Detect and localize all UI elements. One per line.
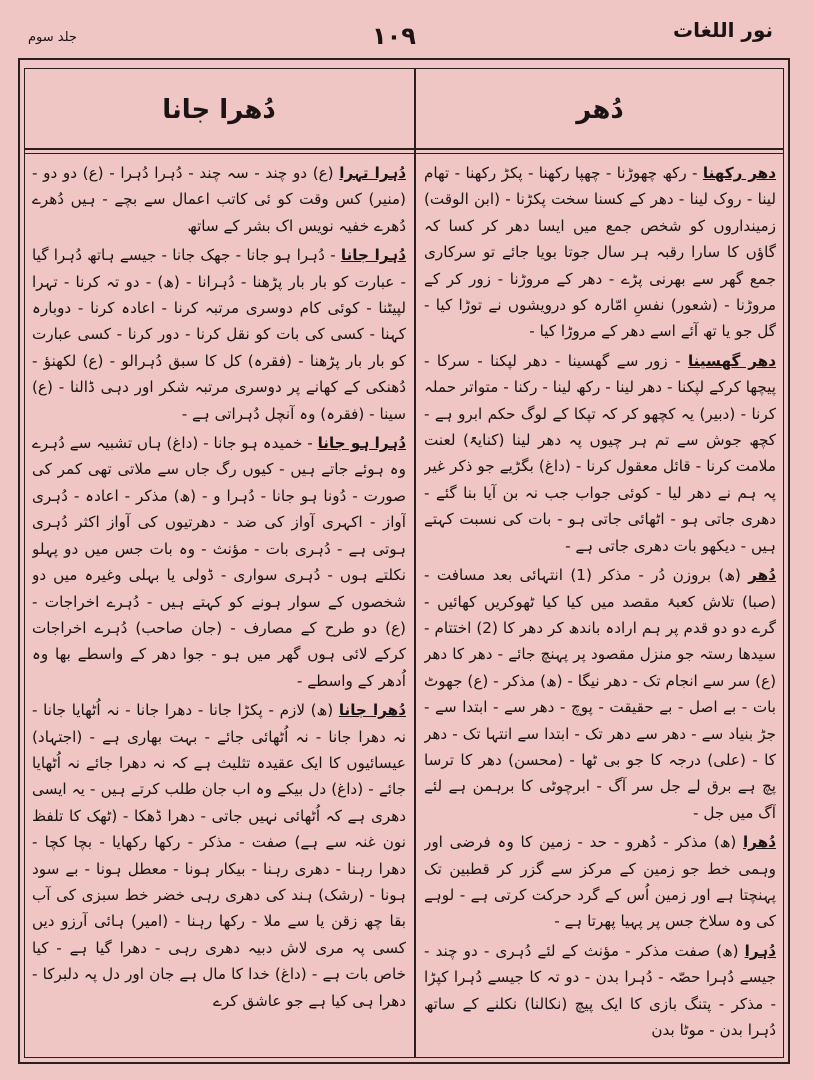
entry-definition: (ھ) مذکر - دُھرو - حد - زمین کا وہ فرضی اور وہمی خط جو زمین کے مرکز سے گزر کر قطبین تک پہنچتا ہے اور زمین اُس کے گرد حرکت کرتی ہے - لوہے کی وہ سلاخ جس پر پہیا پھرتا ہے - <box>424 833 776 931</box>
left-column-heading: دُھرا جانا <box>162 95 276 125</box>
entry-definition: (ھ) بروزن دُر - مذکر (1) انتہائی بعد مسافت - (صبا) تلاش کعبۂ مقصد میں کیا کیا ٹھوکریں کھائیں - گرے دو دو قدم پر ہم ارادہ باندھ کر دھر کا (2) اختتام - سیدھا رستہ جو منزل مقصود پر پہنچ جائے - دھر کا دھر (ع) سر سے انجام تک - دھر نیگا - (ھ) مذکر - (ع) جھوٹ بات - بے اصل - بے حقیقت - پوچ - دھر سے - ابتدا سے - جڑ بنیاد سے - دھر سے دھر تک - ابتدا سے انتہا تک - دھر کا - (علی) درجہ کا جو بی ٹھا - (محسن) دھر کا ترسا پچ ہے برق لے جل سر آگ - ابرچوٹی کا برہمن ہے لئے آگ میں جل - <box>424 566 776 822</box>
entry-definition: (ھ) لازم - پکڑا جانا - دھرا جانا - نہ اُٹھایا جانا - نہ دھرا جانا - نہ اُٹھائی جائے - بہت بھاری ہے - (اجتہاد) عیسائیوں کا ایک عقیدہ تثلیث ہے کہ نہ دھرا جائے نہ اُٹھایا جائے - (داغ) دل بیکے وہ اب جان طلب کرتے ہیں - یہ ایسی دھری ہے کہ اُٹھائی نہیں جاتی - دھرا ڈھکا - (ٹھک کا تلفظ نون غنہ سے ہے) صفت - مذکر - رکھا رکھایا - بچا کچا - دھرا رہنا - دھری رہنا - بیکار ہونا - معطل ہونا - بے سود ہونا - (رشک) ہند کی دھری رہی خضر خط سبزی کی آب بقا چھ زقن یا سے ملا - رکھا رہنا - (امیر) ہائی آرزو دیں کسی پہ مری لاش دبیہ دھری رہی - دھرا گیا ہے - کیا خاص بات ہے - (داغ) خدا کا مال ہے جان اور دل پہ دلبرکا - دھرا ہی کیا ہے جو عاشق کرے <box>32 701 406 1010</box>
entry-keyword: دھر رکھنا <box>702 164 776 182</box>
entry-paragraph <box>424 829 776 935</box>
entry-definition: - دُہرا ہو جانا - جھک جانا - جیسے ہاتھ دُہرا گیا - عبارت کو بار بار پڑھنا - دُہرانا - (ھ) - دو تہ کرنا - تہرا لپیٹنا - کوئی کام دوسری مرتبہ کرنا - اعادہ کرنا - دوبارہ کہنا - کسی کی بات کو نقل کرنا - دور کرنا - کسی عبارت کو بار بار پڑھنا - (فقرہ) کل کا سبق دُہرالو - (ع) لکھنؤ - دُھنکی کے کھانے پر دوسری مرتبہ شکر اور دہی ڈالنا - (ع) سینا - (فقرہ) وہ آنچل دُہراتی ہے - <box>32 246 406 423</box>
heading-rule <box>24 148 784 150</box>
entry-paragraph <box>32 242 406 427</box>
entry-paragraph <box>424 160 776 345</box>
entry-keyword: دُہرا ہو جانا <box>317 434 406 453</box>
volume-label: جلد سوم <box>28 30 77 45</box>
entry-keyword: دُہرا تہرا <box>339 164 406 182</box>
book-title: نور اللغات <box>673 18 773 42</box>
entry-definition: - رکھ چھوڑنا - چھپا رکھنا - پکڑ رکھنا - تھام لینا - روک لینا - دھر کے کسنا سخت پکڑنا - (ابن الوقت) زمینداروں کو شخص جمع میں ایسا دھر کر کسا کہ گاؤں کا سارا رقبہ ہر سال جوتا بویا جائے تو سرکاری جمع گھر سے بھرنی پڑے - دھر کے مروڑنا - زور کر کے مروڑنا - (شعور) نفسِ امّارہ کو درویشوں نے توڑا کیا - گل جو یا تھ آئے اسے دھر کے مروڑا کیا - <box>424 164 776 341</box>
page-number: ۱۰۹ <box>372 22 416 50</box>
entry-paragraph <box>32 697 406 1014</box>
entry-paragraph <box>32 430 406 694</box>
page-header <box>0 0 813 58</box>
entry-paragraph <box>424 938 776 1044</box>
entry-keyword: دھر گھسینا <box>687 351 776 370</box>
left-column-body <box>32 160 406 1050</box>
entry-definition: (ع) دو چند - سہ چند - دُہرا دُہرا - (ع) دو دو - (منیر) کس وقت کو ئی کاتب اعمال سے بچے - ہیں دُھرے دُھرے خفیہ نویس اک بشر کے ساتھ <box>32 164 406 235</box>
right-column-body <box>424 160 776 1050</box>
entry-definition: - خمیدہ ہو جانا - (داغ) ہاں تشبیہ سے دُہرے وہ ہوئے جاتے ہیں - کیوں رگ جاں سے ملاتی تھی کمر کی صورت - دُونا ہو جانا - دُہرا و - (ھ) مذکر - اعادہ - دُہری آواز - اکہری آواز کی ضد - دھرتیوں کی آواز اکثر دُہری ہوتی ہے - دُہری بات - مؤنث - وہ بات جس میں دو پہلو نکلتے ہوں - دُہری سواری - ڈولی یا بہلی وغیرہ میں دو شخصوں کے سوار ہونے کو کہتے ہیں - دُہرے اخراجات - (ع) دو طرح کے مصارف - (جان صاحب) دُہرے اخراجات کرکے لائی ہوں گھر میں ہو - جوا دھر کے واسطے بھا وہ اُدھر کے واسطے - <box>32 434 406 690</box>
entry-definition: - زور سے گھسینا - دھر لپکنا - سرکا - پیچھا کرکے لپکنا - دھر لینا - رکھ لینا - رکنا - متواتر حملہ کرنا - (دبیر) یہ کچھو کر کہ تپکا کے لوگ حکم ابرو ہے - کچھ جوش سے تم ہر چیوں پہ دھر لینا (کنایۃً) لعنت ملامت کرنا - قائل معقول کرنا - (داغ) بگڑیے جو ذکر غیر پہ ہم نے دھر لیا - کوئی جواب جب نہ بن آیا بنا گئے - دھری جاتی ہو - اٹھائی جاتی ہو - بات کی نسبت کہتے ہیں - دیکھو بات دھری جاتی ہے - <box>424 351 776 555</box>
entry-keyword: دُھر <box>748 566 776 585</box>
entry-keyword: دُہرا <box>744 941 776 960</box>
entry-paragraph <box>32 160 406 239</box>
entry-keyword: دُھرا <box>743 833 776 852</box>
right-column-heading: دُھر <box>576 95 624 125</box>
column-divider <box>414 68 416 1058</box>
heading-rule-secondary <box>24 153 784 154</box>
entry-paragraph <box>424 562 776 826</box>
entry-paragraph <box>424 348 776 559</box>
entry-keyword: دُھرا جانا <box>338 701 406 720</box>
entry-definition: (ھ) صفت مذکر - مؤنث کے لئے دُہری - دو چند - جیسے دُہرا حصّہ - دُہرا بدن - دو تہ کا جیسے دُہرا کپڑا - مذکر - پتنگ بازی کا ایک پیچ (نکالنا) نکلنے کے ساتھ دُہرا بدن - موٹا بدن <box>424 941 776 1039</box>
entry-keyword: دُہرا جانا <box>340 246 406 265</box>
